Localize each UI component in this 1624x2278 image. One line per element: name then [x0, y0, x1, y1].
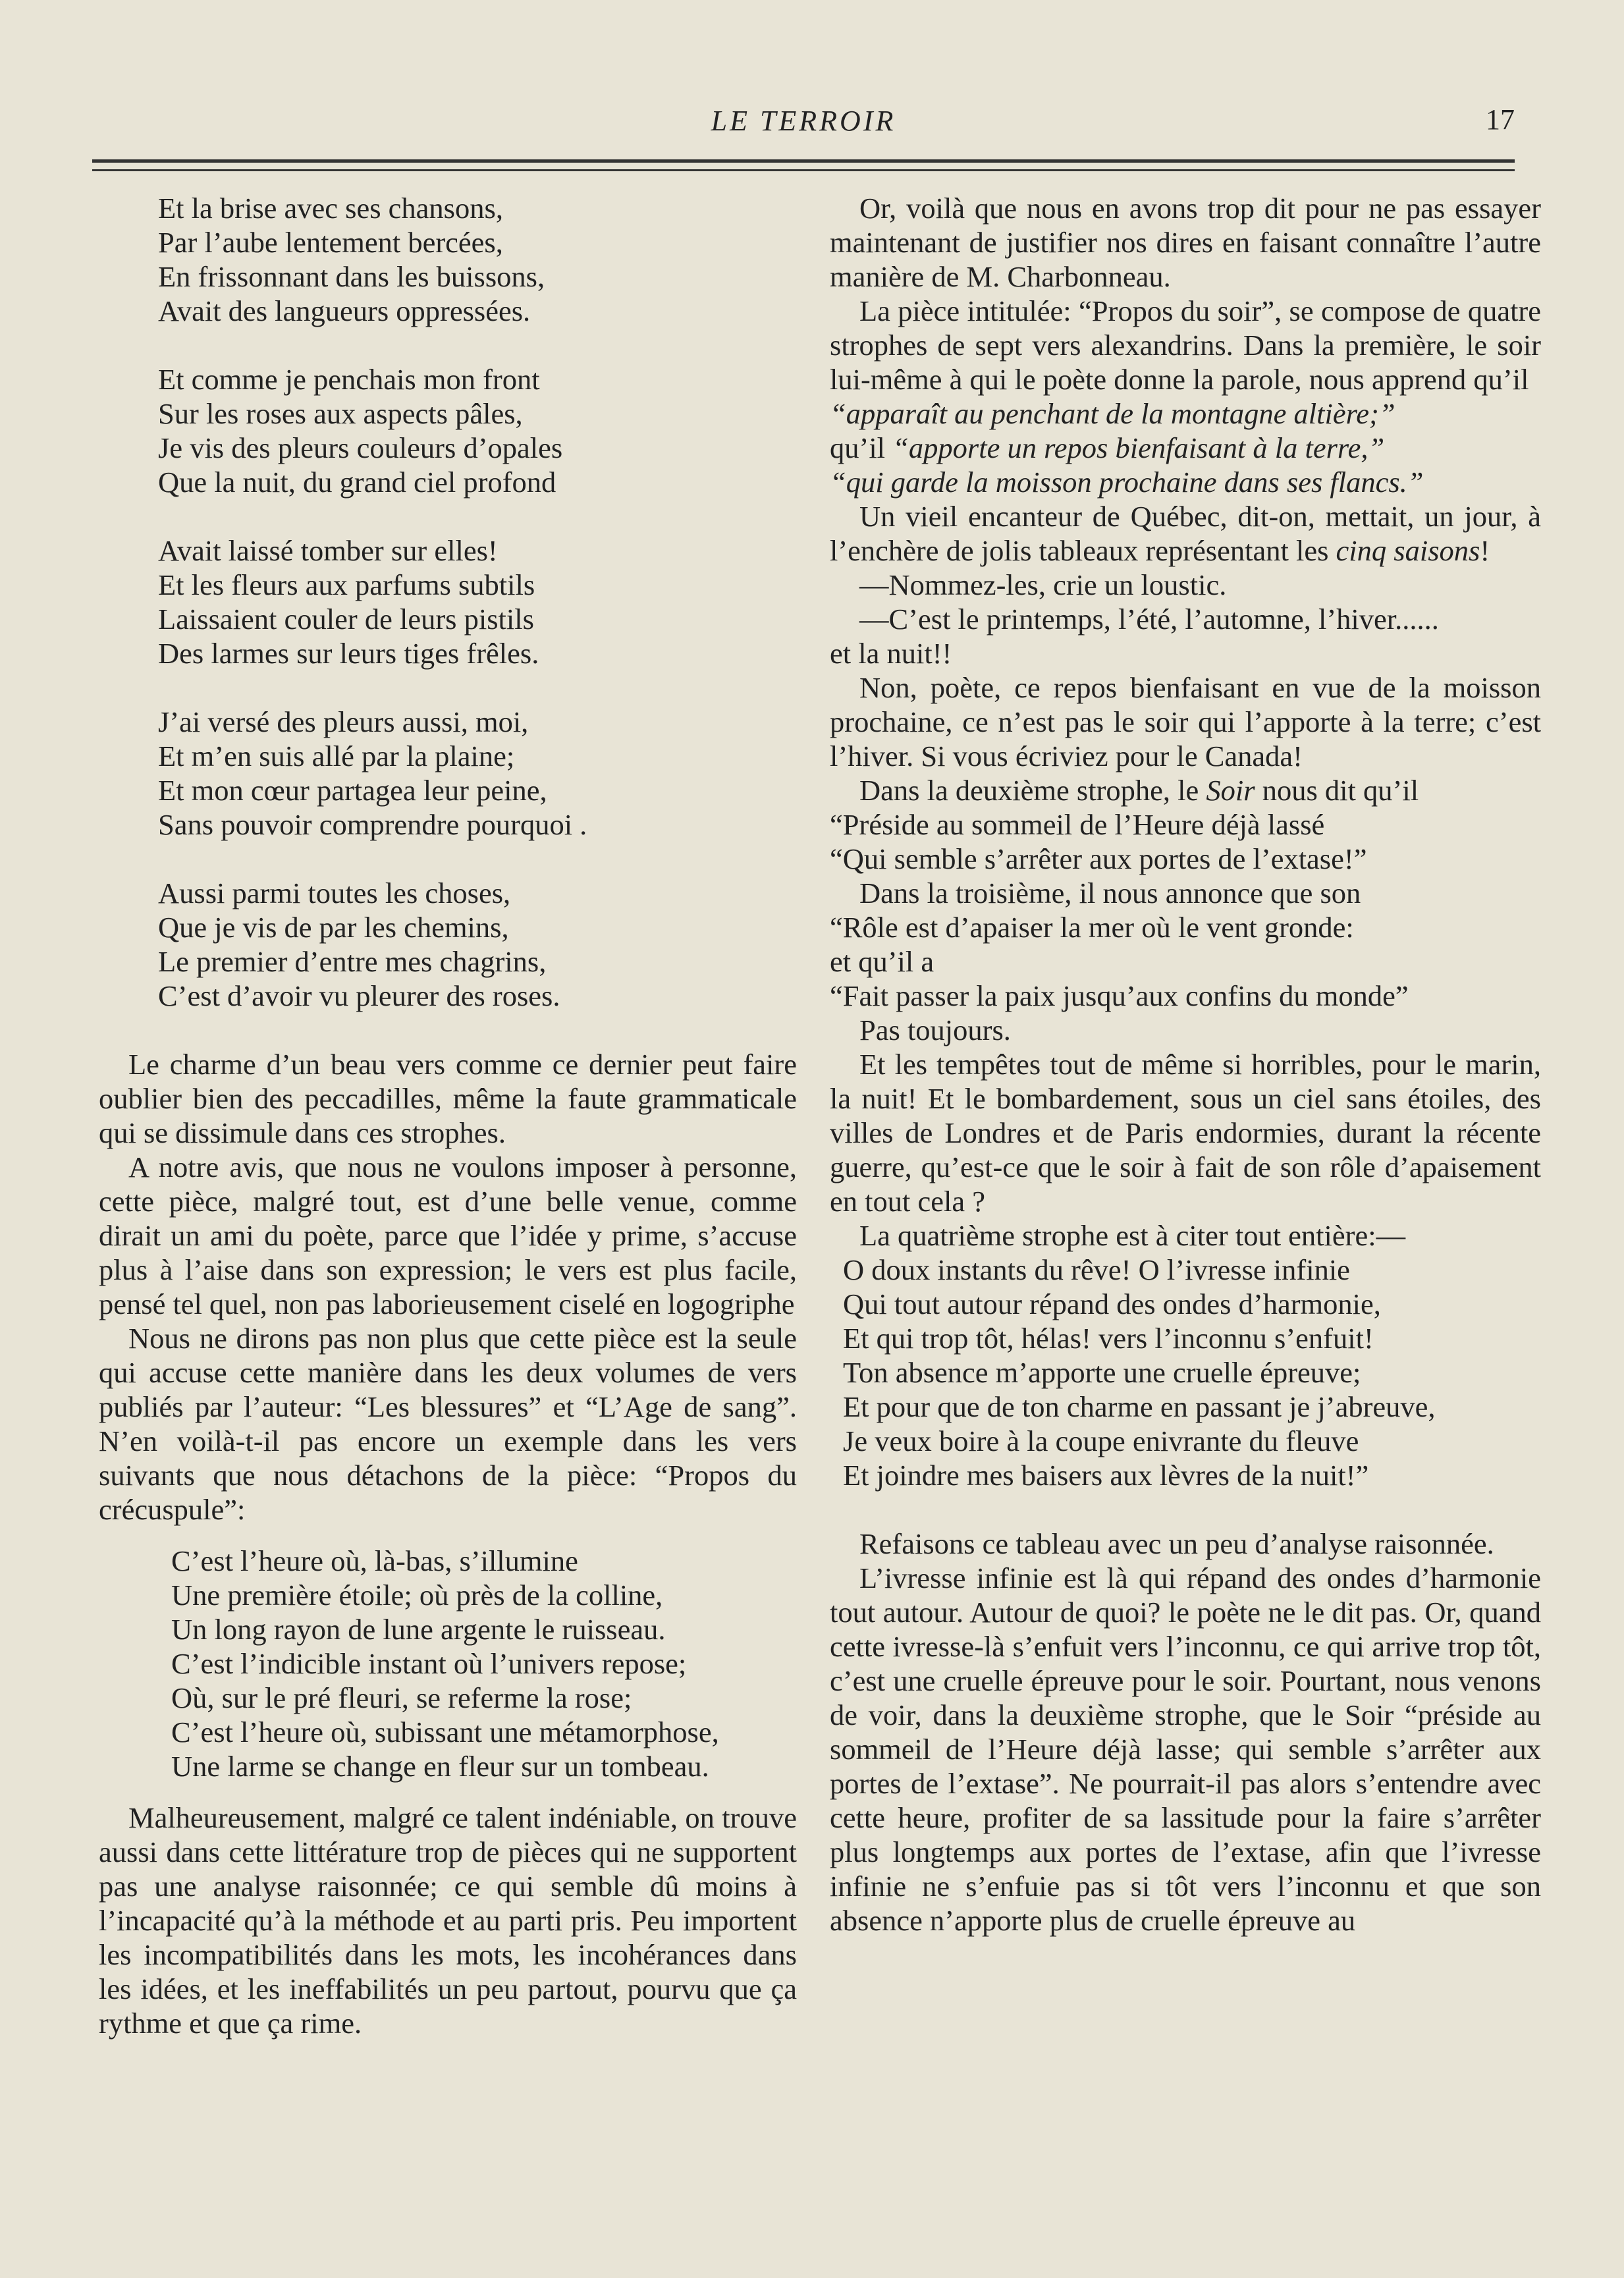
inline-text: !: [1480, 534, 1490, 567]
body-paragraph: Non, poète, ce repos bienfaisant en vue de la moisson prochaine, ce n’est pas le soir qui l’apporte à la terre; c’est l’hiver. Si vous écriviez pour le Canada!: [830, 671, 1541, 773]
body-paragraph: La quatrième strophe est à citer tout entière:—: [859, 1219, 1406, 1252]
verse-line: C’est d’avoir vu pleurer des roses.: [158, 979, 560, 1012]
verse-line: O doux instants du rêve! O l’ivresse infinie: [843, 1253, 1350, 1286]
verse-line: Sans pouvoir comprendre pourquoi .: [158, 808, 587, 841]
running-title: LE TERROIR: [711, 105, 896, 137]
body-paragraph: [830, 773, 1541, 807]
verse-line: J’ai versé des pleurs aussi, moi,: [158, 705, 529, 738]
verse-line: Une première étoile; où près de la colline,: [171, 1579, 663, 1612]
header-rule-thick: [92, 159, 1515, 163]
verse-line: Et les fleurs aux parfums subtils: [158, 568, 535, 601]
verse-line: Et qui trop tôt, hélas! vers l’inconnu s’enfuit!: [843, 1322, 1374, 1355]
quoted-line: [830, 396, 1541, 431]
body-paragraph: La pièce intitulée: “Propos du soir”, se compose de quatre strophes de sept vers alexandrins. Dans la première, le soir lui-même à qui le poète donne la parole, nous apprend qu’il: [830, 294, 1541, 396]
verse-line: Un long rayon de lune argente le ruisseau.: [171, 1613, 666, 1646]
quoted-line: “Fait passer la paix jusqu’aux confins du monde”: [830, 979, 1409, 1012]
body-paragraph: [830, 499, 1541, 568]
quoted-line: “Qui semble s’arrêter aux portes de l’extase!”: [830, 842, 1367, 875]
verse-line: Des larmes sur leurs tiges frêles.: [158, 637, 539, 670]
body-paragraph: Et les tempêtes tout de même si horribles, pour le marin, la nuit! Et le bombardement, sous un ciel sans étoiles, des villes de Londres et de Paris endormies, durant la récente guerre, qu’est-ce que le soir à fait de son rôle d’apaisement en tout cela ?: [830, 1048, 1541, 1218]
verse-line: Je vis des pleurs couleurs d’opales: [158, 431, 563, 464]
emphasis-text: cinq saisons: [1336, 534, 1480, 567]
body-line: et qu’il a: [830, 945, 934, 978]
body-paragraph: Dans la troisième, il nous annonce que son: [859, 877, 1361, 909]
verse-line: Avait des langueurs oppressées.: [158, 294, 531, 327]
quote-text: “qui garde la moisson prochaine dans ses flancs.”: [830, 466, 1424, 499]
verse-line: Que je vis de par les chemins,: [158, 911, 509, 944]
body-paragraph: Refaisons ce tableau avec un peu d’analyse raisonnée.: [859, 1527, 1494, 1560]
verse-line: Sur les roses aux aspects pâles,: [158, 397, 523, 430]
page-number: 17: [1486, 103, 1515, 136]
quoted-line: [830, 431, 1541, 465]
verse-line: Une larme se change en fleur sur un tombeau.: [171, 1750, 709, 1783]
verse-line: Et mon cœur partagea leur peine,: [158, 774, 547, 807]
inline-text: qu’il: [830, 431, 886, 464]
verse-line: Qui tout autour répand des ondes d’harmonie,: [843, 1288, 1381, 1320]
body-paragraph: —Nommez-les, crie un loustic.: [859, 568, 1227, 601]
verse-line: Laissaient couler de leurs pistils: [158, 603, 534, 636]
page-header: [92, 99, 1515, 145]
verse-line: Le premier d’entre mes chagrins,: [158, 945, 547, 978]
body-paragraph: Pas toujours.: [859, 1014, 1011, 1046]
inline-text: Dans la deuxième strophe, le: [859, 774, 1199, 807]
verse-line: C’est l’indicible instant où l’univers repose;: [171, 1647, 687, 1680]
poem-stanza: [158, 191, 797, 328]
emphasis-text: Soir: [1206, 774, 1255, 807]
verse-line: Avait laissé tomber sur elles!: [158, 534, 498, 567]
body-paragraph: A notre avis, que nous ne voulons imposer à personne, cette pièce, malgré tout, est d’une belle venue, comme dirait un ami du poète, parce que l’idée y prime, s’accuse plus à l’aise dans son expression; le vers est plus facile, pensé tel quel, non pas laborieusement ciselé en logogriphe: [99, 1151, 797, 1320]
verse-line: Et pour que de ton charme en passant je j’abreuve,: [843, 1390, 1436, 1423]
body-paragraph: L’ivresse infinie est là qui répand des ondes d’harmonie tout autour. Autour de quoi? le poète ne le dit pas. Or, quand cette ivresse-là s’enfuit vers l’inconnu, ce qui arrive trop tôt, c’est une cruelle épreuve pour le soir. Pourtant, nous venons de voir, dans la deuxième strophe, que le Soir “préside au sommeil de l’Heure déjà lasse; qui semble s’arrêter aux portes de l’extase”. Ne pourrait-il pas alors s’entendre avec cette heure, profiter de sa lassitude pour la faire s’arrêter plus longtemps aux portes de l’extase, afin que l’ivresse infinie ne s’enfuie pas si tôt vers l’inconnu et que son absence n’apporte plus de cruelle épreuve au: [830, 1561, 1541, 1937]
body-paragraph: Le charme d’un beau vers comme ce dernier peut faire oublier bien des peccadilles, même la faute grammaticale qui se dissimule dans ces strophes.: [99, 1048, 797, 1149]
poem-stanza: [158, 705, 797, 842]
inline-text: nous dit qu’il: [1262, 774, 1419, 807]
quote-text: “apparaît au penchant de la montagne altière;”: [830, 397, 1395, 430]
verse-line: C’est l’heure où, subissant une métamorphose,: [171, 1716, 719, 1749]
verse-line: Où, sur le pré fleuri, se referme la rose;: [171, 1681, 632, 1714]
right-column: [830, 191, 1541, 1938]
verse-line: En frissonnant dans les buissons,: [158, 260, 545, 293]
body-paragraph: —C’est le printemps, l’été, l’automne, l’hiver......: [859, 603, 1439, 636]
left-column: [99, 191, 797, 2040]
poem-stanza: [843, 1253, 1541, 1492]
body-paragraph: Malheureusement, malgré ce talent indéniable, on trouve aussi dans cette littérature trop de pièces qui ne supportent pas une analyse raisonnée; ce qui semble dû moins à l’incapacité qu’à la méthode et au parti pris. Peu importent les incompatibilités dans les mots, les incohérances dans les idées, et les ineffabilités un peu partout, pourvu que ça rythme et que ça rime.: [99, 1801, 797, 2040]
verse-line: Ton absence m’apporte une cruelle épreuve;: [843, 1356, 1361, 1389]
verse-line: Et m’en suis allé par la plaine;: [158, 740, 515, 773]
poem-stanza: [158, 533, 797, 670]
body-line: et la nuit!!: [830, 637, 952, 670]
quote-text: “apporte un repos bienfaisant à la terre,”: [892, 431, 1385, 464]
body-paragraph: Or, voilà que nous en avons trop dit pour ne pas essayer maintenant de justifier nos dires en faisant connaître l’autre manière de M. Charbonneau.: [830, 192, 1541, 293]
verse-line: Je veux boire à la coupe enivrante du fleuve: [843, 1424, 1359, 1457]
quoted-line: “Rôle est d’apaiser la mer où le vent gronde:: [830, 911, 1354, 944]
poem-stanza: [158, 876, 797, 1013]
quoted-line: [830, 465, 1541, 499]
spacer: [830, 1492, 1541, 1527]
body-paragraph: Nous ne dirons pas non plus que cette pièce est la seule qui accuse cette manière dans les deux volumes de vers publiés par l’auteur: “Les blessures” et “L’Age de sang”. N’en voilà-t-il pas encore un exemple dans les vers suivants que nous détachons de la pièce: “Propos du crécuspule”:: [99, 1322, 797, 1526]
verse-line: Et la brise avec ses chansons,: [158, 192, 503, 225]
verse-line: Et joindre mes baisers aux lèvres de la nuit!”: [843, 1459, 1369, 1492]
verse-line: Par l’aube lentement bercées,: [158, 226, 503, 259]
verse-line: C’est l’heure où, là-bas, s’illumine: [171, 1544, 578, 1577]
header-rule-thin: [92, 169, 1515, 171]
verse-line: Et comme je penchais mon front: [158, 363, 540, 396]
inline-text: Un vieil encanteur de Québec, dit-on, mettait, un jour, à l’enchère de jolis tableaux représentant les: [830, 500, 1541, 567]
poem-excerpt: [171, 1544, 797, 1783]
verse-line: Aussi parmi toutes les choses,: [158, 877, 511, 909]
poem-stanza: [158, 362, 797, 499]
verse-line: Que la nuit, du grand ciel profond: [158, 466, 556, 499]
quoted-line: “Préside au sommeil de l’Heure déjà lassé: [830, 808, 1325, 841]
